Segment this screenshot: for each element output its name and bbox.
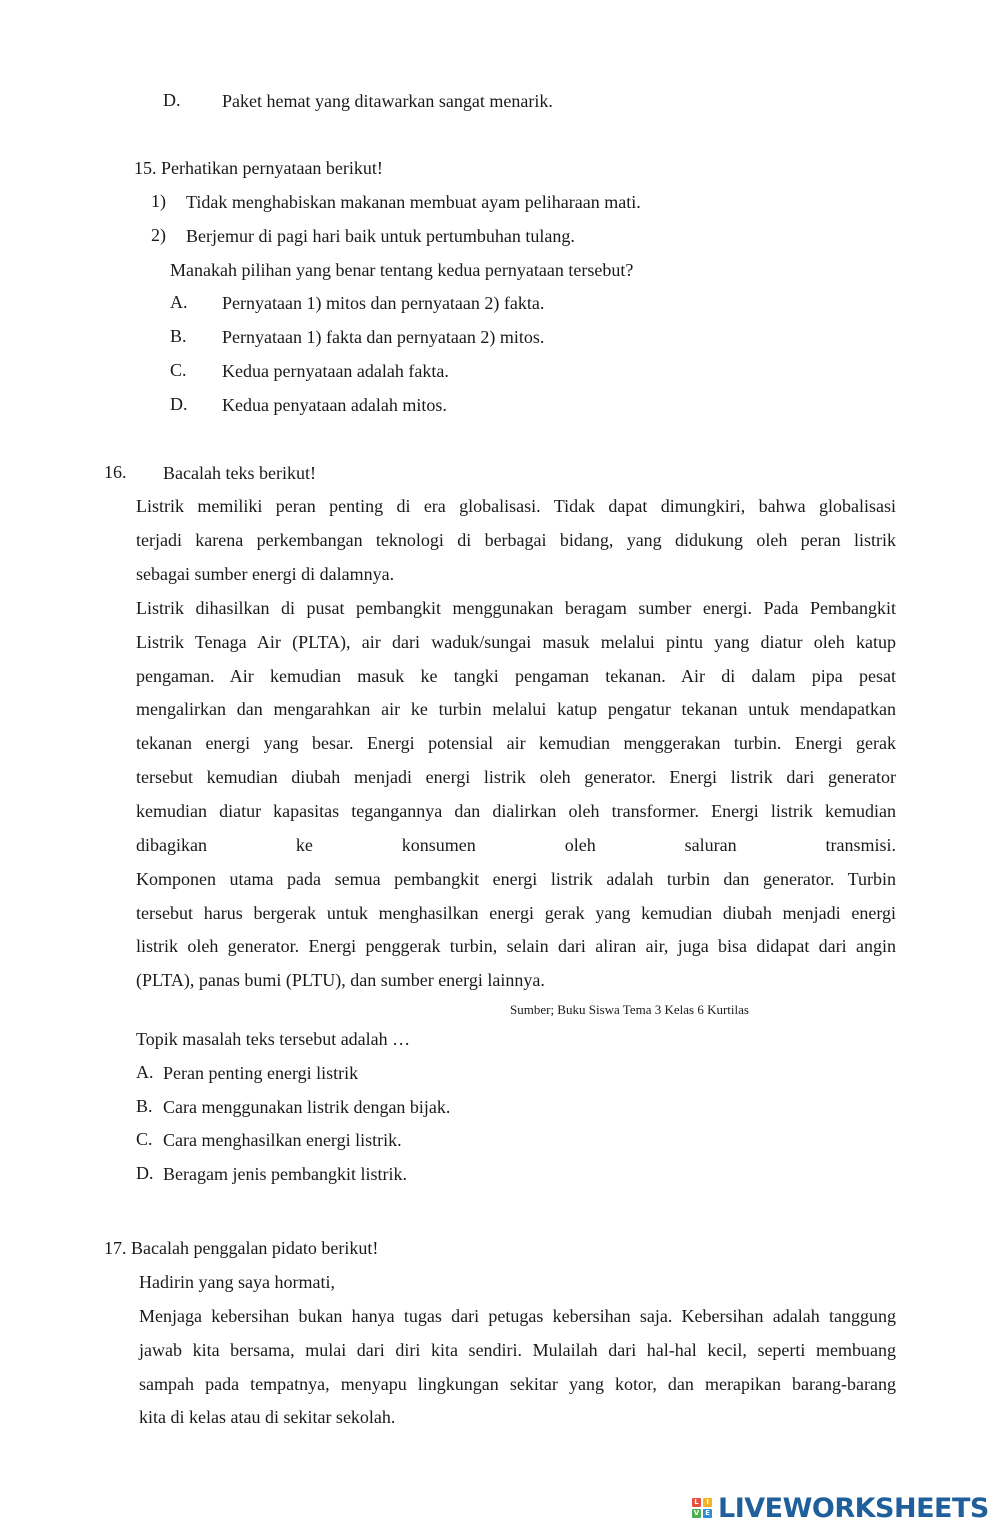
statement-number: 1) [151, 191, 166, 211]
option-text: Kedua pernyataan adalah fakta. [222, 361, 449, 381]
question-16-number: 16. [104, 462, 127, 482]
word: saluran [684, 835, 737, 855]
logo-text: LIVEWORKSHEETS [718, 1492, 989, 1524]
option-text: Paket hemat yang ditawarkan sangat menarik. [222, 91, 553, 111]
word: transmisi. [825, 835, 896, 855]
paragraph-line: kemudian diatur kapasitas tegangannya dan dialirkan oleh transformer. Energi listrik kemudian [136, 801, 896, 821]
statement-text: Berjemur di pagi hari baik untuk pertumbuhan tulang. [186, 226, 575, 246]
option-text: Cara menghasilkan energi listrik. [163, 1130, 402, 1150]
option-text: Pernyataan 1) fakta dan pernyataan 2) mitos. [222, 327, 545, 347]
option-label: D. [170, 394, 188, 414]
paragraph-line: (PLTA), panas bumi (PLTU), dan sumber energi lainnya. [136, 970, 545, 990]
paragraph-line: Listrik dihasilkan di pusat pembangkit menggunakan beragam sumber energi. Pada Pembangkit [136, 598, 896, 618]
option-text: Pernyataan 1) mitos dan pernyataan 2) fakta. [222, 293, 545, 313]
word: oleh [564, 835, 596, 855]
question-15-prompt: Manakah pilihan yang benar tentang kedua pernyataan tersebut? [170, 260, 634, 280]
option-label: A. [170, 292, 188, 312]
option-text: Cara menggunakan listrik dengan bijak. [163, 1097, 451, 1117]
option-label: C. [136, 1129, 153, 1149]
source-citation: Sumber; Buku Siswa Tema 3 Kelas 6 Kurtilas [510, 1002, 749, 1017]
paragraph-line: listrik oleh generator. Energi penggerak turbin, selain dari aliran air, juga bisa didapat dari angin [136, 936, 896, 956]
option-text: Peran penting energi listrik [163, 1063, 359, 1083]
question-16-heading: Bacalah teks berikut! [163, 463, 316, 483]
paragraph-line: Komponen utama pada semua pembangkit energi listrik adalah turbin dan generator. Turbin [136, 869, 896, 889]
option-text: Kedua penyataan adalah mitos. [222, 395, 447, 415]
paragraph-line: pengaman. Air kemudian masuk ke tangki pengaman tekanan. Air di dalam pipa pesat [136, 666, 896, 686]
paragraph-line: tersebut kemudian diubah menjadi energi listrik oleh generator. Energi listrik dari generator [136, 767, 896, 787]
paragraph-line: kita di kelas atau di sekitar sekolah. [139, 1407, 396, 1427]
paragraph-line: tekanan energi yang besar. Energi potensial air kemudian menggerakan turbin. Energi gerak [136, 733, 896, 753]
statement-text: Tidak menghabiskan makanan membuat ayam peliharaan mati. [186, 192, 641, 212]
option-label: C. [170, 360, 187, 380]
question-15-heading: 15. Perhatikan pernyataan berikut! [134, 158, 383, 178]
speech-greeting: Hadirin yang saya hormati, [139, 1272, 335, 1292]
paragraph-line: sampah pada tempatnya, menyapu lingkungan sekitar yang kotor, dan merapikan barang-barang [139, 1374, 896, 1394]
option-text: Beragam jenis pembangkit listrik. [163, 1164, 407, 1184]
logo-block: E [703, 1509, 712, 1518]
paragraph-line: terjadi karena perkembangan teknologi di berbagai bidang, yang didukung oleh peran listrik [136, 530, 896, 550]
logo-block: L [692, 1498, 701, 1507]
word: konsumen [401, 835, 476, 855]
paragraph-line: jawab kita bersama, mulai dari diri kita sendiri. Mulailah dari hal-hal kecil, seperti membuang [139, 1340, 896, 1360]
option-label: D. [136, 1163, 154, 1183]
question-16-prompt: Topik masalah teks tersebut adalah … [136, 1029, 411, 1049]
statement-number: 2) [151, 225, 166, 245]
logo-blocks-icon [692, 1498, 712, 1518]
liveworksheets-logo [692, 1492, 989, 1524]
question-17-heading: 17. Bacalah penggalan pidato berikut! [104, 1238, 379, 1258]
option-label: D. [163, 90, 181, 110]
paragraph-line: Listrik Tenaga Air (PLTA), air dari waduk/sungai masuk melalui pintu yang diatur oleh katup [136, 632, 896, 652]
paragraph-line: Listrik memiliki peran penting di era globalisasi. Tidak dapat dimungkiri, bahwa globalisasi [136, 496, 896, 516]
logo-block: V [693, 1509, 700, 1517]
word: ke [295, 835, 313, 855]
logo-block: I [703, 1498, 712, 1507]
word: dibagikan [136, 835, 207, 855]
paragraph-line: tersebut harus bergerak untuk menghasilkan energi gerak yang kemudian diubah menjadi energi [136, 903, 896, 923]
paragraph-line-spread [136, 834, 896, 856]
option-label: B. [170, 326, 187, 346]
option-label: B. [136, 1096, 153, 1116]
paragraph-line: Menjaga kebersihan bukan hanya tugas dari petugas kebersihan saja. Kebersihan adalah tanggung [139, 1306, 896, 1326]
paragraph-line: mengalirkan dan mengarahkan air ke turbin melalui katup pengatur tekanan untuk mendapatkan [136, 699, 896, 719]
paragraph-line: sebagai sumber energi di dalamnya. [136, 564, 395, 584]
option-label: A. [136, 1062, 154, 1082]
